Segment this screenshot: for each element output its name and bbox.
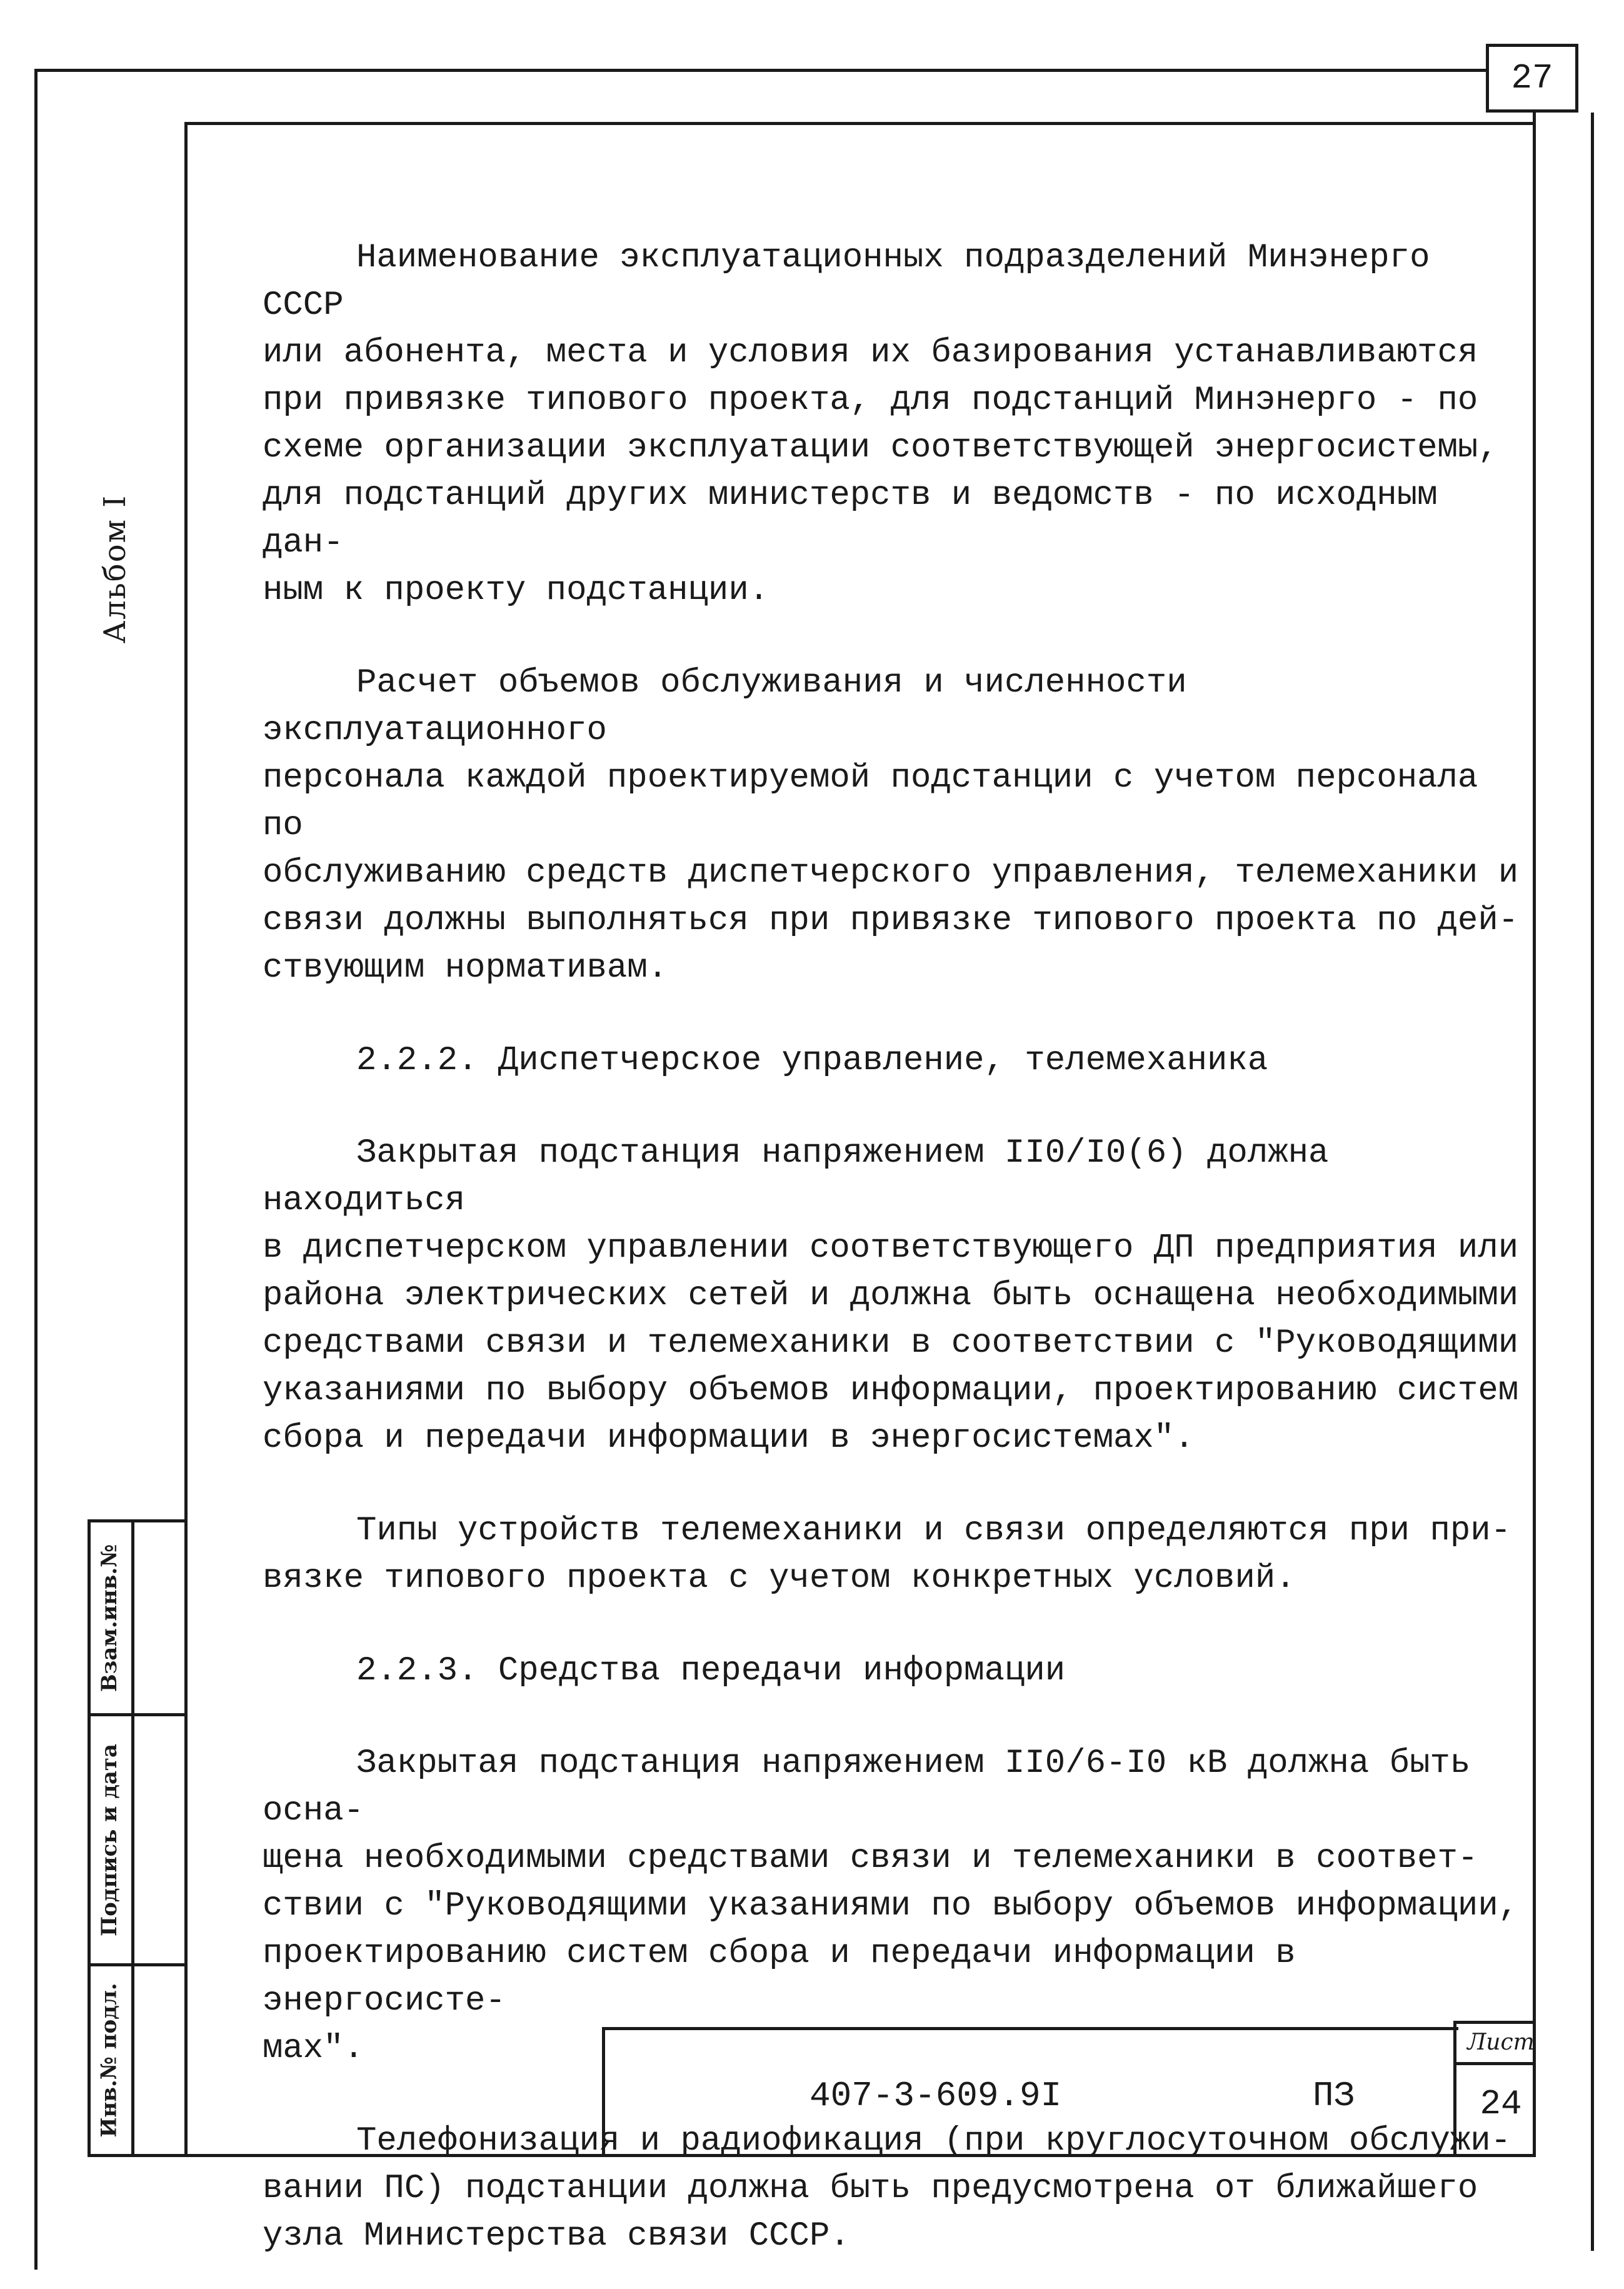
stamp-mid-edge <box>131 1519 134 2157</box>
sheet-number: 24 <box>1480 2084 1522 2124</box>
section-heading-information-transfer: 2.2.3. Средства передачи информации <box>356 1652 1066 1690</box>
album-label <box>78 475 153 663</box>
stamp-cell-signature-date <box>88 1716 131 1963</box>
inner-frame-left <box>184 122 188 2157</box>
outer-frame-right <box>1591 113 1594 2251</box>
paragraph-telephony: Телефонизация и радиофикация (при круглосуточном обслужи- вании ПС) подстанции должна быть предусмотрена от ближайшего узла Министерства связи СССР. <box>263 2122 1511 2255</box>
page-number: 27 <box>1486 44 1578 113</box>
paragraph-information-transfer: Закрытая подстанция напряжением II0/6-I0 кВ должна быть осна- щена необходимыми средствами связи и телемеханики в соответ- ствии с "Руководящими указаниями по выбору объемов информации, проектированию систем сбора и передачи информации в энергосисте- мах". <box>263 1744 1519 2068</box>
inner-frame-top <box>184 122 1535 125</box>
stamp-ref-inv-text: Взам.инв.№ <box>97 1544 123 1692</box>
stamp-orig-inv-text: Инв.№ подл. <box>97 1983 123 2138</box>
album-label-text: Альбом I <box>98 494 133 644</box>
paragraph-dispatch-control: Закрытая подстанция напряжением II0/I0(6) должна находиться в диспетчерском управлении соответствующего ДП предприятия или района электрических сетей и должна быть оснащена необходимыми средствами связи и телемеханики в соответствии с "Руководящими указаниями по выбору объемов информации, проектированию систем сбора и передачи информации в энергосистемах". <box>263 1134 1519 1457</box>
stamp-cell-ref-inv <box>88 1522 131 1713</box>
paragraph-staff-calculation: Расчет объемов обслуживания и численности эксплуатационного персонала каждой проектируемой подстанции с учетом персонала по обслуживанию средств диспетчерского управления, телемеханики и связи должны выполняться при привязке типового проекта по дей- ствующим нормативам. <box>263 664 1519 987</box>
paragraph-telemechanics-types: Типы устройств телемеханики и связи определяются при при- вязке типового проекта с учетом конкретных условий. <box>263 1512 1511 1597</box>
inner-frame-right <box>1533 113 1536 2157</box>
outer-frame-left <box>34 69 38 2270</box>
document-code: 407-3-609.9I <box>809 2076 1062 2116</box>
sheet-label: Лист <box>1467 2029 1535 2055</box>
stamp-signature-date-text: Подпись и дата <box>97 1743 123 1936</box>
outer-frame-top <box>34 69 1486 72</box>
document-body <box>263 234 1519 2260</box>
section-heading-dispatch-control: 2.2.2. Диспетчерское управление, телемеханика <box>356 1042 1268 1080</box>
document-type: ПЗ <box>1313 2076 1355 2116</box>
stamp-cell-orig-inv <box>88 1966 131 2154</box>
paragraph-operating-units: Наименование эксплуатационных подразделений Минэнерго СССР или абонента, места и условия их базирования устанавливаются при привязке типового проекта, для подстанций Минэнерго - по схеме организации эксплуатации соответствующей энергосистемы, для подстанций других министерств и ведомств - по исходным дан- ным к проекту подстанции. <box>263 239 1498 610</box>
